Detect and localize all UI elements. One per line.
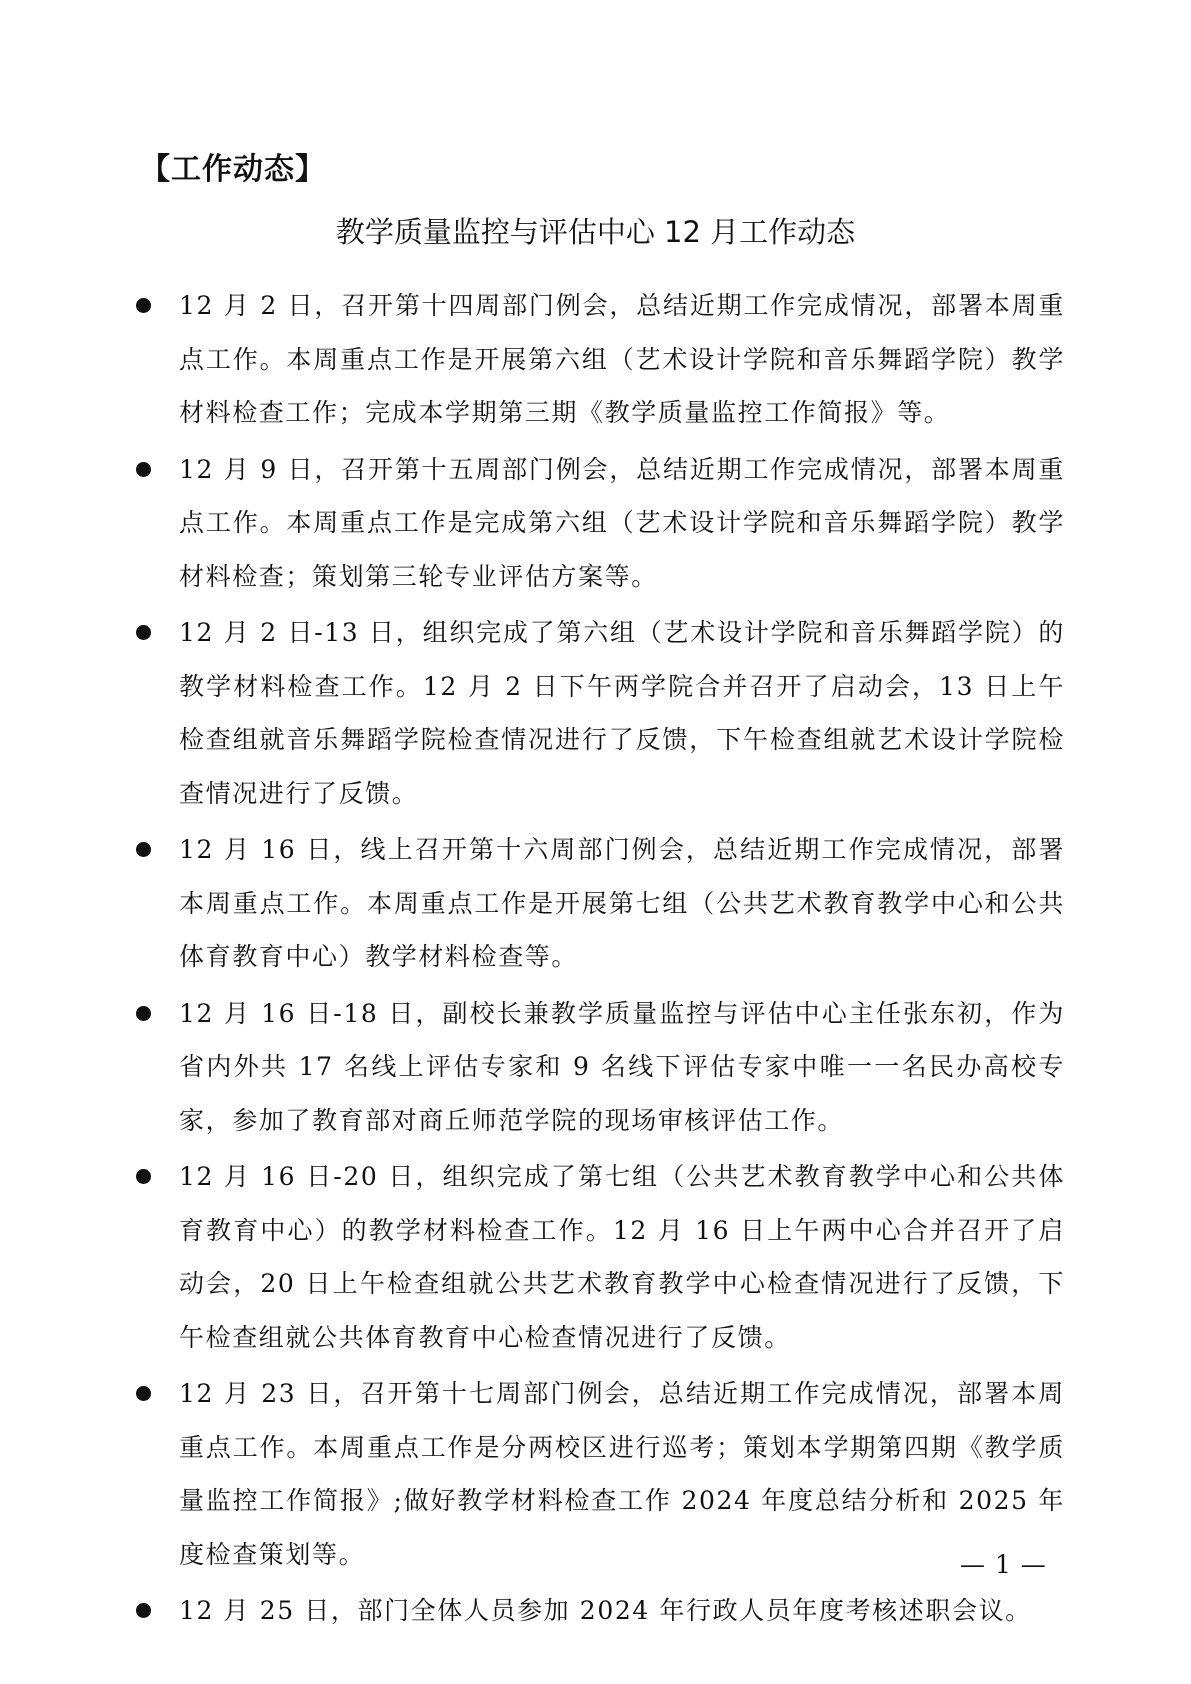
list-item	[130, 987, 1065, 1148]
list-item	[130, 1367, 1065, 1581]
bullet-icon	[136, 1603, 151, 1618]
work-update-list	[130, 279, 1065, 1641]
document-title: 教学质量监控与评估中心 12 月工作动态	[335, 215, 856, 249]
list-item-text: 12 月 9 日，召开第十五周部门例会，总结近期工作完成情况，部署本周重点工作。本周重点工作是完成第六组（艺术设计学院和音乐舞蹈学院）教学材料检查；策划第三轮专业评估方案等。	[179, 454, 1065, 591]
list-item-text: 12 月 16 日-18 日，副校长兼教学质量监控与评估中心主任张东初，作为省内外共 17 名线上评估专家和 9 名线下评估专家中唯一一名民办高校专家，参加了教育部对商丘师范学院的现场审核评估工作。	[179, 998, 1065, 1135]
list-item-text: 12 月 23 日，召开第十七周部门例会，总结近期工作完成情况，部署本周重点工作。本周重点工作是分两校区进行巡考；策划本学期第四期《教学质量监控工作简报》;做好教学材料检查工作 2024 年度总结分析和 2025 年度检查策划等。	[179, 1379, 1065, 1569]
list-item	[130, 606, 1065, 820]
page-number: — 1 —	[960, 1550, 1047, 1579]
bullet-icon	[136, 462, 151, 477]
bullet-icon	[136, 1006, 151, 1021]
list-item	[130, 279, 1065, 440]
bullet-icon	[136, 625, 151, 640]
bullet-icon	[136, 298, 151, 313]
bullet-icon	[136, 1169, 151, 1184]
list-item-text: 12 月 25 日，部门全体人员参加 2024 年行政人员年度考核述职会议。	[179, 1596, 1032, 1625]
list-item-text: 12 月 2 日，召开第十四周部门例会，总结近期工作完成情况，部署本周重点工作。本周重点工作是开展第六组（艺术设计学院和音乐舞蹈学院）教学材料检查工作；完成本学期第三期《教学质量监控工作简报》等。	[179, 291, 1065, 427]
bullet-icon	[136, 1386, 151, 1401]
list-item	[130, 1150, 1065, 1364]
list-item	[130, 823, 1065, 984]
list-item-text: 12 月 16 日-20 日，组织完成了第七组（公共艺术教育教学中心和公共体育教育中心）的教学材料检查工作。12 月 16 日上午两中心合并召开了启动会，20 日上午检查组就公共艺术教育教学中心检查情况进行了反馈，下午检查组就公共体育教育中心检查情况进行了反馈。	[179, 1162, 1065, 1352]
list-item-text: 12 月 16 日，线上召开第十六周部门例会，总结近期工作完成情况，部署本周重点工作。本周重点工作是开展第七组（公共艺术教育教学中心和公共体育教育中心）教学材料检查等。	[179, 835, 1065, 971]
section-heading: 【工作动态】	[140, 152, 326, 187]
list-item-text: 12 月 2 日-13 日，组织完成了第六组（艺术设计学院和音乐舞蹈学院）的教学材料检查工作。12 月 2 日下午两学院合并召开了启动会，13 日上午检查组就音乐舞蹈学院检查情况进行了反馈，下午检查组就艺术设计学院检查情况进行了反馈。	[179, 618, 1065, 808]
list-item	[130, 443, 1065, 604]
bullet-icon	[136, 842, 151, 857]
list-item	[130, 1584, 1065, 1638]
